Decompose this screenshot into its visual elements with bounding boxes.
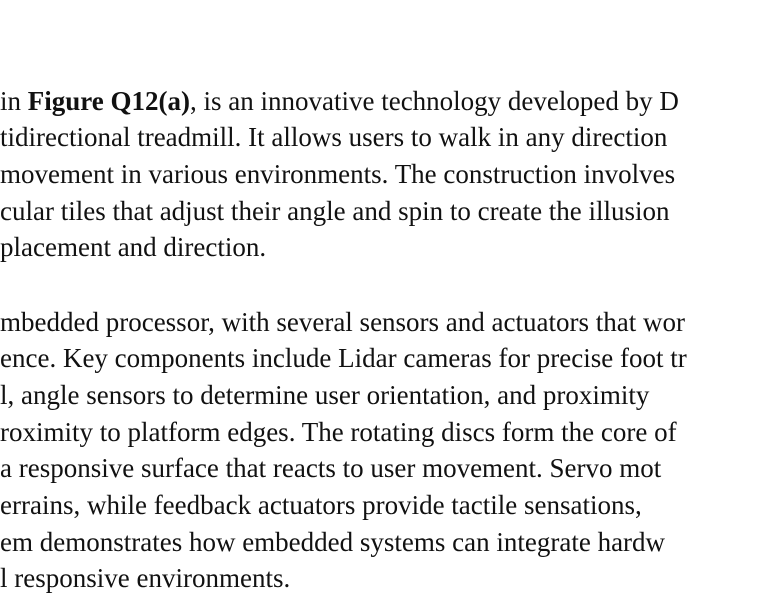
paragraph2-line4: roximity to platform edges. The rotating discs form the core of — [0, 417, 677, 447]
paragraph2-line2: ence. Key components include Lidar cameras for precise foot tr — [0, 343, 687, 373]
paragraph2-line3: l, angle sensors to determine user orientation, and proximity — [0, 380, 650, 410]
paragraph1-line1-prefix: in — [0, 86, 28, 116]
paragraph1-line2: tidirectional treadmill. It allows users to walk in any direction — [0, 122, 668, 152]
paragraph2-line8: l responsive environments. — [0, 563, 291, 593]
paragraph1-line4: cular tiles that adjust their angle and spin to create the illusion — [0, 196, 670, 226]
paragraph1-line5: placement and direction. — [0, 232, 267, 262]
paragraph2-line5: a responsive surface that reacts to user movement. Servo mot — [0, 453, 662, 483]
paragraph1-line1 — [0, 84, 679, 118]
figure-reference: Figure Q12(a) — [27, 86, 190, 116]
paragraph1-line1-suffix: , is an innovative technology developed by D — [190, 86, 679, 116]
paragraph2-line7: em demonstrates how embedded systems can integrate hardw — [0, 527, 666, 557]
paragraph2-line6: errains, while feedback actuators provide tactile sensations, — [0, 490, 642, 520]
paragraph1-line3: movement in various environments. The construction involves — [0, 159, 676, 189]
paragraph2-line1: mbedded processor, with several sensors and actuators that wor — [0, 307, 685, 337]
